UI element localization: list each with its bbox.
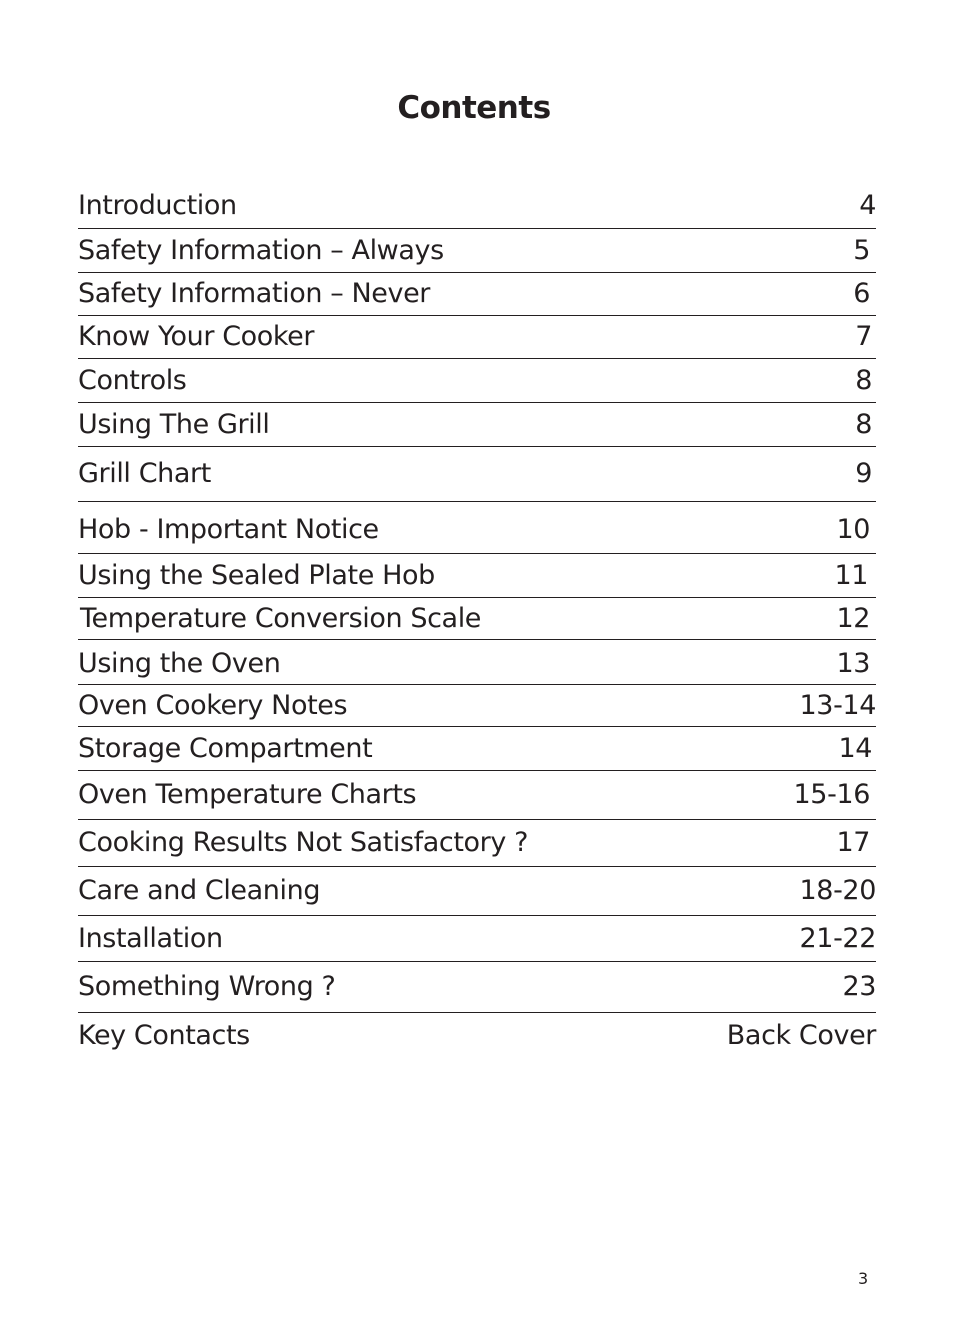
toc-entry-label: Something Wrong ? — [78, 971, 336, 1002]
toc-entry-page: 6 — [853, 278, 870, 309]
toc-entry-grill-chart[interactable] — [78, 447, 876, 502]
toc-entry-page: 7 — [855, 321, 872, 352]
toc-entry-page: 11 — [834, 559, 868, 591]
toc-entry-using-the-grill[interactable] — [78, 403, 876, 447]
toc-entry-controls[interactable] — [78, 359, 876, 403]
page-number: 3 — [858, 1269, 869, 1288]
toc-entry-label: Key Contacts — [78, 1020, 250, 1051]
toc-entry-page: 17 — [836, 827, 870, 858]
toc-entry-cooking-results[interactable] — [78, 820, 876, 867]
toc-entry-page: 4 — [859, 189, 876, 221]
page-title: Contents — [397, 90, 551, 126]
toc-entry-page: 12 — [836, 602, 870, 634]
toc-entry-page: 9 — [855, 458, 872, 489]
toc-entry-page: 13-14 — [799, 689, 876, 721]
toc-entry-storage-compartment[interactable] — [78, 727, 876, 771]
table-of-contents — [78, 183, 876, 1059]
toc-entry-page: Back Cover — [726, 1020, 876, 1051]
toc-entry-care-and-cleaning[interactable] — [78, 867, 876, 916]
toc-entry-page: 10 — [836, 513, 870, 545]
toc-entry-label: Oven Temperature Charts — [78, 779, 417, 810]
toc-entry-label: Using the Oven — [78, 648, 281, 679]
toc-entry-page: 21-22 — [799, 922, 876, 954]
toc-entry-page: 15-16 — [793, 779, 870, 810]
toc-entry-label: Temperature Conversion Scale — [80, 602, 482, 634]
toc-entry-label: Controls — [78, 364, 187, 396]
toc-entry-label: Introduction — [78, 189, 237, 221]
toc-entry-temperature-conversion[interactable] — [78, 598, 876, 640]
toc-entry-label: Grill Chart — [78, 458, 211, 489]
toc-entry-hob-notice[interactable] — [78, 502, 876, 554]
toc-entry-label: Cooking Results Not Satisfactory ? — [78, 827, 529, 858]
toc-entry-page: 23 — [842, 971, 876, 1002]
toc-entry-label: Using the Sealed Plate Hob — [78, 559, 435, 591]
toc-entry-label: Safety Information – Never — [78, 278, 431, 309]
toc-entry-label: Safety Information – Always — [78, 234, 444, 266]
toc-entry-page: 14 — [838, 732, 872, 764]
toc-entry-label: Oven Cookery Notes — [78, 689, 348, 721]
toc-entry-page: 8 — [855, 408, 872, 440]
toc-entry-safety-never[interactable] — [78, 273, 876, 316]
toc-entry-safety-always[interactable] — [78, 229, 876, 273]
toc-entry-installation[interactable] — [78, 916, 876, 962]
toc-entry-label: Installation — [78, 922, 223, 954]
toc-entry-page: 18-20 — [799, 875, 876, 906]
toc-entry-label: Using The Grill — [78, 408, 270, 440]
toc-entry-oven-cookery-notes[interactable] — [78, 685, 876, 727]
toc-entry-know-your-cooker[interactable] — [78, 316, 876, 359]
toc-entry-sealed-plate-hob[interactable] — [78, 554, 876, 598]
toc-entry-label: Hob - Important Notice — [78, 513, 379, 545]
toc-entry-using-the-oven[interactable] — [78, 640, 876, 685]
toc-entry-oven-temperature-charts[interactable] — [78, 771, 876, 820]
toc-entry-page: 13 — [836, 648, 870, 679]
toc-entry-key-contacts[interactable] — [78, 1013, 876, 1059]
toc-entry-something-wrong[interactable] — [78, 962, 876, 1013]
toc-entry-label: Know Your Cooker — [78, 321, 315, 352]
toc-entry-label: Care and Cleaning — [78, 875, 321, 906]
toc-entry-page: 8 — [855, 364, 872, 396]
toc-entry-introduction[interactable] — [78, 183, 876, 229]
toc-entry-page: 5 — [853, 234, 870, 266]
toc-entry-label: Storage Compartment — [78, 732, 373, 764]
